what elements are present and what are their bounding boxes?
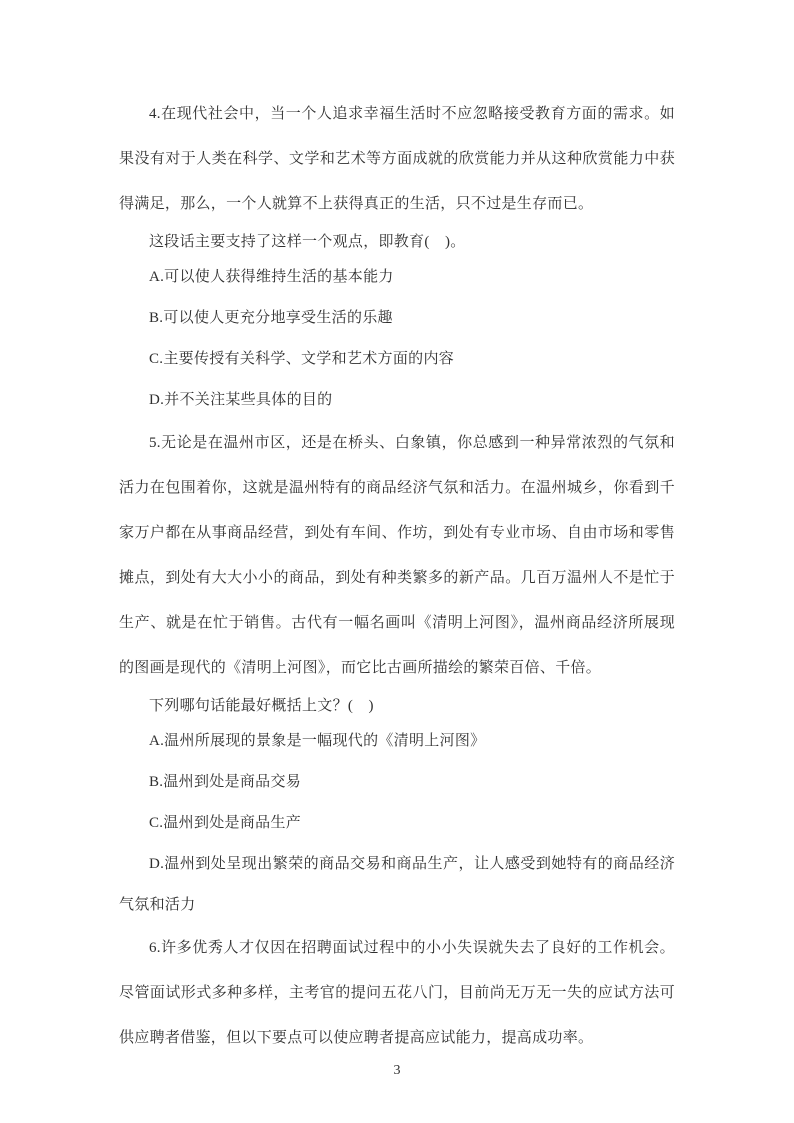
option-b: B.温州到处是商品交易 bbox=[149, 774, 302, 790]
question-prompt: 这段话主要支持了这样一个观点，即教育( )。 bbox=[149, 234, 466, 250]
question-stem: 4.在现代社会中，当一个人追求幸福生活时不应忽略接受教育方面的需求。如果没有对于人类在科学、文学和艺术等方面成就的欣赏能力并从这种欣赏能力中获得满足，那么，一个人就算不上获得真正的生活，只不过是生存而已。 bbox=[119, 106, 675, 212]
page-number: 3 bbox=[393, 1063, 401, 1078]
option-c: C.主要传授有关科学、文学和艺术方面的内容 bbox=[149, 351, 455, 367]
document-content bbox=[119, 92, 675, 1061]
option-d: D.温州到处呈现出繁荣的商品交易和商品生产，让人感受到她特有的商品经济气氛和活力 bbox=[119, 856, 675, 913]
question-stem: 5.无论是在温州市区，还是在桥头、白象镇，你总感到一种异常浓烈的气氛和活力在包围着你，这就是温州特有的商品经济气氛和活力。在温州城乡，你看到千家万户都在从事商品经营，到处有车间、作坊，到处有专业市场、自由市场和零售摊点，到处有大大小小的商品，到处有种类繁多的新产品。几百万温州人不是忙于生产、就是在忙于销售。古代有一幅名画叫《清明上河图》，温州商品经济所展现的图画是现代的《清明上河图》，而它比古画所描绘的繁荣百倍、千倍。 bbox=[119, 435, 675, 676]
question-5 bbox=[119, 421, 675, 926]
option-b: B.可以使人更充分地享受生活的乐趣 bbox=[149, 310, 393, 326]
question-stem: 6.许多优秀人才仅因在招聘面试过程中的小小失误就失去了良好的工作机会。尽管面试形式多种多样，主考官的提问五花八门，目前尚无万无一失的应试方法可供应聘者借鉴，但以下要点可以使应聘者提高应试能力，提高成功率。 bbox=[119, 940, 675, 1046]
question-prompt: 下列哪句话能最好概括上文？( ) bbox=[149, 698, 374, 714]
option-d: D.并不关注某些具体的目的 bbox=[149, 392, 333, 408]
option-a: A.可以使人获得维持生活的基本能力 bbox=[149, 269, 394, 285]
question-4 bbox=[119, 92, 675, 421]
option-c: C.温州到处是商品生产 bbox=[149, 815, 302, 831]
question-6 bbox=[119, 926, 675, 1061]
option-a: A.温州所展现的景象是一幅现代的《清明上河图》 bbox=[149, 733, 486, 749]
